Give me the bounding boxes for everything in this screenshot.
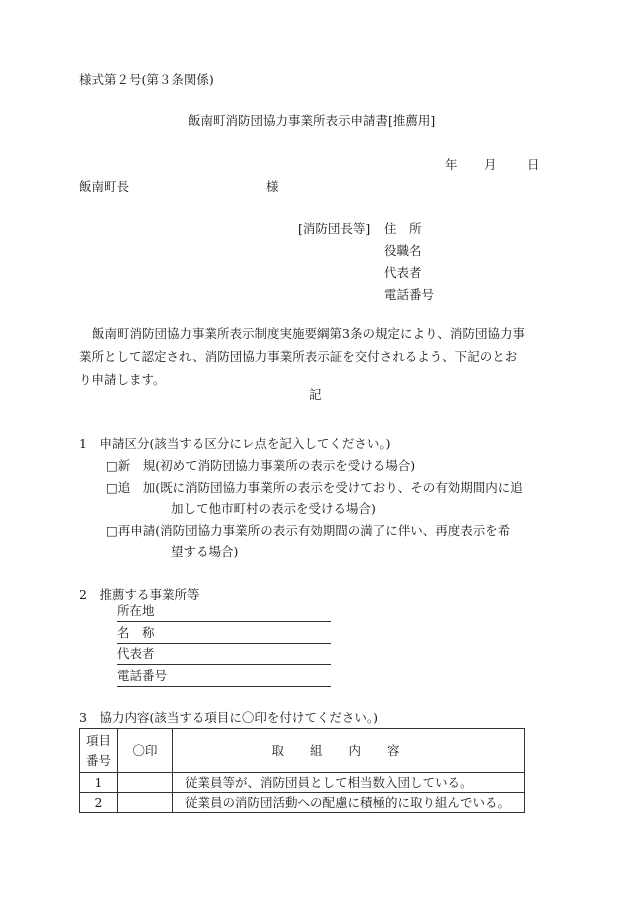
- header-item-number: [80, 729, 118, 773]
- applicant-representative-label: 代表者: [384, 265, 422, 280]
- table-row: [80, 793, 525, 813]
- header-mark: 〇印: [118, 729, 173, 773]
- field-phone[interactable]: [117, 668, 331, 687]
- document-title: 飯南町消防団協力事業所表示申請書[推薦用]: [188, 113, 436, 128]
- section3-heading: 3 協力内容(該当する項目に〇印を付けてください。): [79, 710, 378, 725]
- table-row: [80, 773, 525, 793]
- paragraph-line: り申請します。: [79, 372, 166, 387]
- cooperation-table: [79, 728, 525, 813]
- row-mark-cell[interactable]: [118, 793, 173, 813]
- applicant-address-label: 住 所: [384, 221, 422, 236]
- section1-heading: 1 申請区分(該当する区分にレ点を記入してください。): [79, 436, 391, 451]
- field-label: 所在地: [117, 603, 155, 618]
- field-label: 電話番号: [117, 668, 168, 683]
- field-label: 代表者: [117, 646, 155, 661]
- field-label: 名 称: [117, 625, 155, 640]
- request-paragraph: [79, 322, 553, 391]
- field-location[interactable]: [117, 603, 331, 622]
- field-name[interactable]: [117, 625, 331, 644]
- field-representative[interactable]: [117, 646, 331, 665]
- row-number: 1: [80, 773, 118, 793]
- date-month-label: 月: [484, 157, 497, 172]
- option-reapply-continued: 望する場合): [171, 544, 239, 559]
- form-number: 様式第２号(第３条関係): [79, 72, 214, 87]
- applicant-position-label: 役職名: [384, 243, 422, 258]
- date-year-label: 年: [445, 157, 458, 172]
- header-content: [173, 729, 525, 773]
- date-day-label: 日: [527, 157, 540, 172]
- option-reapply[interactable]: □再申請(消防団協力事業所の表示有効期間の満了に伴い、再度表示を希: [106, 523, 511, 538]
- header-item-number-line2: 番号: [85, 752, 111, 768]
- header-item-number-line1: 項目: [85, 732, 111, 748]
- row-number: 2: [80, 793, 118, 813]
- addressee-honorific: 様: [266, 179, 279, 194]
- ki-marker: 記: [309, 387, 322, 402]
- row-content: 従業員の消防団活動への配慮に積極的に取り組んでいる。: [173, 793, 525, 813]
- paragraph-line: 業所として認定され、消防団協力事業所表示証を交付されるよう、下記のとお: [79, 349, 518, 364]
- row-mark-cell[interactable]: [118, 773, 173, 793]
- applicant-phone-label: 電話番号: [384, 287, 435, 302]
- row-content: 従業員等が、消防団員として相当数入団している。: [173, 773, 525, 793]
- addressee-name: 飯南町長: [79, 179, 130, 194]
- header-content-label: 取組内容: [271, 742, 426, 758]
- applicant-group-label: [消防団長等]: [298, 221, 371, 236]
- section2-heading: 2 推薦する事業所等: [79, 587, 200, 602]
- table-header-row: [80, 729, 525, 773]
- paragraph-line: 飯南町消防団協力事業所表示制度実施要綱第3条の規定により、消防団協力事: [92, 326, 525, 341]
- option-new[interactable]: □新 規(初めて消防団協力事業所の表示を受ける場合): [106, 458, 416, 473]
- option-add-continued: 加して他市町村の表示を受ける場合): [171, 501, 376, 516]
- option-add[interactable]: □追 加(既に消防団協力事業所の表示を受けており、その有効期間内に追: [106, 480, 523, 495]
